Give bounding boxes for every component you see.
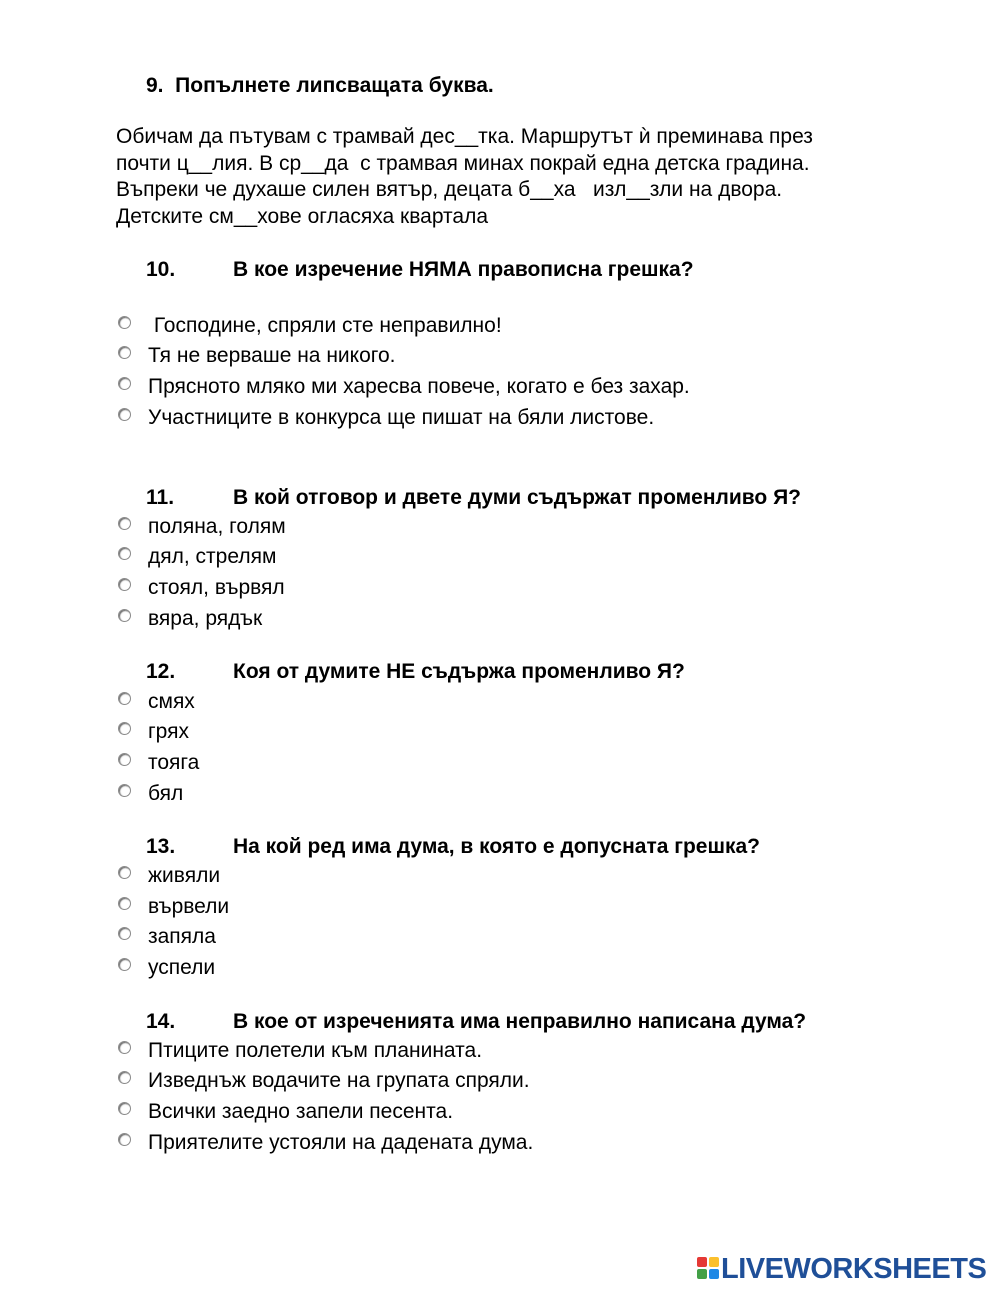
radio-button[interactable] [118, 866, 131, 879]
radio-button[interactable] [118, 1041, 131, 1054]
question-number: 14. [146, 1010, 176, 1033]
q14-option-2[interactable] [0, 1069, 900, 1099]
q10-option-2[interactable] [0, 344, 900, 374]
radio-button[interactable] [118, 958, 131, 971]
radio-button[interactable] [118, 346, 131, 359]
radio-button[interactable] [118, 784, 131, 797]
option-label: Прясното мляко ми харесва повече, когато е без захар. [148, 375, 690, 398]
radio-button[interactable] [118, 578, 131, 591]
option-label: успели [148, 956, 216, 979]
brand-name: LIVEWORKSHEETS [721, 1253, 987, 1285]
q13-option-2[interactable] [0, 895, 900, 925]
radio-button[interactable] [118, 753, 131, 766]
q13-option-3[interactable] [0, 925, 900, 955]
option-label: вървели [148, 895, 230, 918]
question-text: В кое от изреченията има неправилно написана дума? [233, 1010, 807, 1033]
radio-button[interactable] [118, 1071, 131, 1084]
q12-option-4[interactable] [0, 782, 900, 812]
q12-option-2[interactable] [0, 720, 900, 750]
paragraph-line: Детските см__хове огласяха квартала [116, 204, 489, 228]
q13-option-1[interactable] [0, 864, 900, 894]
logo-block [709, 1257, 719, 1267]
radio-button[interactable] [118, 517, 131, 530]
question-text: В кой отговор и двете думи съдържат променливо Я? [233, 486, 801, 509]
option-label: Изведнъж водачите на групата спряли. [148, 1069, 530, 1092]
option-label: тояга [148, 751, 200, 774]
question-12-title [0, 660, 1000, 686]
logo-block [697, 1257, 707, 1267]
question-10-title [0, 258, 1000, 284]
logo-block [697, 1269, 707, 1279]
q14-option-4[interactable] [0, 1131, 900, 1161]
question-number: 12. [146, 660, 176, 683]
option-label: Участниците в конкурса ще пишат на бяли листове. [148, 406, 655, 429]
radio-button[interactable] [118, 722, 131, 735]
option-label: Всички заедно запели песента. [148, 1100, 454, 1123]
question-11-title [0, 486, 1000, 512]
option-label: запяла [148, 925, 216, 948]
question-number: 11. [146, 486, 175, 509]
option-label: поляна, голям [148, 515, 286, 538]
option-label: стоял, вървял [148, 576, 285, 599]
radio-button[interactable] [118, 316, 131, 329]
q11-option-3[interactable] [0, 576, 900, 606]
question-13-title [0, 835, 1000, 861]
option-label: смях [148, 690, 195, 713]
q12-option-3[interactable] [0, 751, 900, 781]
q12-option-1[interactable] [0, 690, 900, 720]
option-label: Птиците полетели към планината. [148, 1039, 483, 1062]
q11-option-4[interactable] [0, 607, 900, 637]
radio-button[interactable] [118, 609, 131, 622]
q11-option-2[interactable] [0, 545, 900, 575]
option-label: дял, стрелям [148, 545, 277, 568]
question-9-paragraph [116, 124, 813, 230]
q11-option-1[interactable] [0, 515, 900, 545]
paragraph-line: почти ц__лия. В ср__да с трамвая минах покрай една детска градина. [116, 151, 810, 175]
question-9-title: 9. Попълнете липсващата буква. [146, 74, 494, 97]
q10-option-1[interactable] [0, 314, 900, 344]
q13-option-4[interactable] [0, 956, 900, 986]
q14-option-3[interactable] [0, 1100, 900, 1130]
radio-button[interactable] [118, 1102, 131, 1115]
logo-block [709, 1269, 719, 1279]
q10-option-3[interactable] [0, 375, 900, 405]
liveworksheets-icon [697, 1257, 719, 1280]
option-label: вяра, рядък [148, 607, 263, 630]
radio-button[interactable] [118, 897, 131, 910]
q10-option-4[interactable] [0, 406, 900, 436]
radio-button[interactable] [118, 547, 131, 560]
paragraph-line: Обичам да пътувам с трамвай дес__тка. Маршрутът ѝ преминава през [116, 125, 813, 148]
question-text: На кой ред има дума, в която е допусната грешка? [233, 835, 761, 858]
radio-button[interactable] [118, 1133, 131, 1146]
question-text: В кое изречение НЯМА правописна грешка? [233, 258, 694, 281]
question-14-title [0, 1010, 1000, 1036]
option-label: грях [148, 720, 189, 743]
option-label: живяли [148, 864, 221, 887]
paragraph-line: Въпреки че духаше силен вятър, децата б__ха изл__зли на двора. [116, 178, 783, 201]
radio-button[interactable] [118, 377, 131, 390]
q14-option-1[interactable] [0, 1039, 900, 1069]
option-label: бял [148, 782, 184, 805]
option-label: Тя не верваше на никого. [148, 344, 396, 367]
option-label: Приятелите устояли на дадената дума. [148, 1131, 534, 1154]
radio-button[interactable] [118, 692, 131, 705]
radio-button[interactable] [118, 927, 131, 940]
question-number: 10. [146, 258, 176, 281]
question-number: 13. [146, 835, 176, 858]
option-label: Господине, спряли сте неправилно! [148, 314, 502, 337]
radio-button[interactable] [118, 408, 131, 421]
question-text: Коя от думите НЕ съдържа променливо Я? [233, 660, 685, 683]
